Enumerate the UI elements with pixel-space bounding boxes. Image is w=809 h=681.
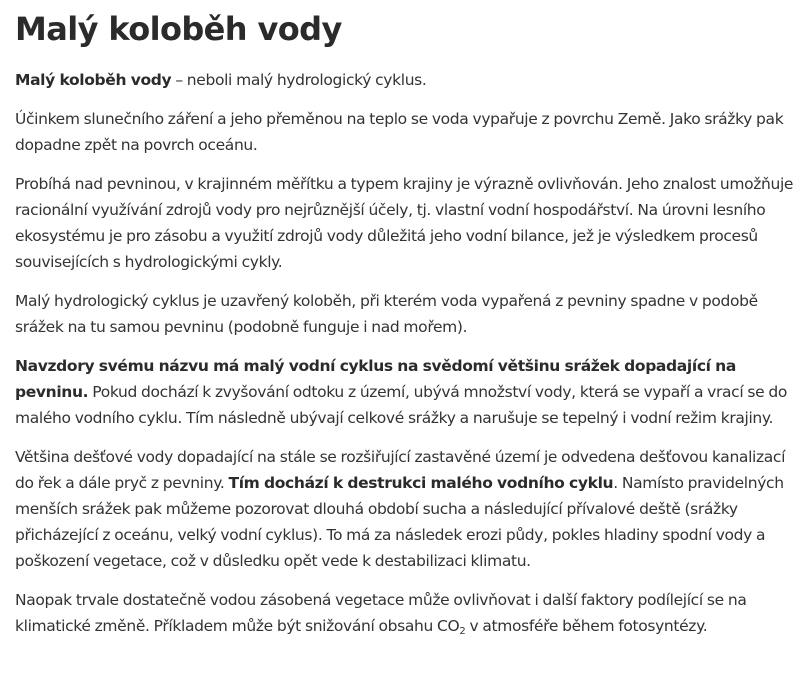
paragraph-precipitation — [15, 353, 794, 431]
paragraph-intro — [15, 67, 794, 93]
paragraph-vegetation — [15, 587, 794, 639]
precipitation-text: Pokud dochází k zvyšování odtoku z území, ubývá množství vody, která se vypaří a vrací se do malého vodního cyklu. Tím následně ubývají celkové srážky a narušuje se tepelný i vodní režim krajiny. — [15, 383, 787, 427]
paragraph-evaporation — [15, 106, 794, 158]
paragraph-landscape — [15, 171, 794, 275]
closed-cycle-text: Malý hydrologický cyklus je uzavřený koloběh, při kterém voda vypařená z pevniny spadne v podobě srážek na tu samou pevninu (podobně funguje i nad mořem). — [15, 292, 758, 336]
paragraph-urbanization — [15, 444, 794, 574]
co2-subscript: 2 — [459, 626, 466, 637]
urbanization-emphasis: Tím dochází k destrukci malého vodního cyklu — [228, 474, 614, 492]
intro-term: Malý koloběh vody — [15, 71, 172, 89]
urbanization-text-before: Většina dešťové vody dopadající na stále se rozšiřující zastavěné území je odvedena dešťovou kanalizací do řek a dále pryč z pevniny. — [15, 448, 786, 492]
intro-text: – neboli malý hydrologický cyklus. — [171, 71, 427, 89]
evaporation-text: Účinkem slunečního záření a jeho přeměnou na teplo se voda vypařuje z povrchu Země. Jako srážky pak dopadne zpět na povrch oceánu. — [15, 110, 784, 154]
landscape-text: Probíhá nad pevninou, v krajinném měřítku a typem krajiny je výrazně ovlivňován. Jeho znalost umožňuje racionální využívání zdrojů vody pro nejrůznější účely, tj. vlastní vodní hospodářství. Na úrovni lesního ekosystému je pro zásobu a využití zdrojů vody důležitá jeho vodní bilance, jež je výsledkem procesů souvisejících s hydrologickými cykly. — [15, 175, 794, 271]
urbanization-text-after: . Namísto pravidelných menších srážek pak můžeme pozorovat dlouhá období sucha a následující přívalové deště (srážky přicházející z oceánu, velký vodní cyklus). To má za následek erozi půdy, pokles hladiny spodní vody a poškození vegetace, což v důsledku opět vede k destabilizaci klimatu. — [15, 474, 784, 570]
paragraph-closed-cycle — [15, 288, 794, 340]
page-title: Malý koloběh vody — [15, 10, 342, 48]
precipitation-emphasis: Navzdory svému názvu má malý vodní cyklus na svědomí většinu srážek dopadající na pevninu. — [15, 357, 736, 401]
vegetation-text-before: Naopak trvale dostatečně vodou zásobená vegetace může ovlivňovat i další faktory podílející se na klimatické změně. Příkladem může být snižování obsahu CO — [15, 591, 747, 635]
vegetation-text-after: v atmosféře během fotosyntézy. — [465, 617, 708, 635]
